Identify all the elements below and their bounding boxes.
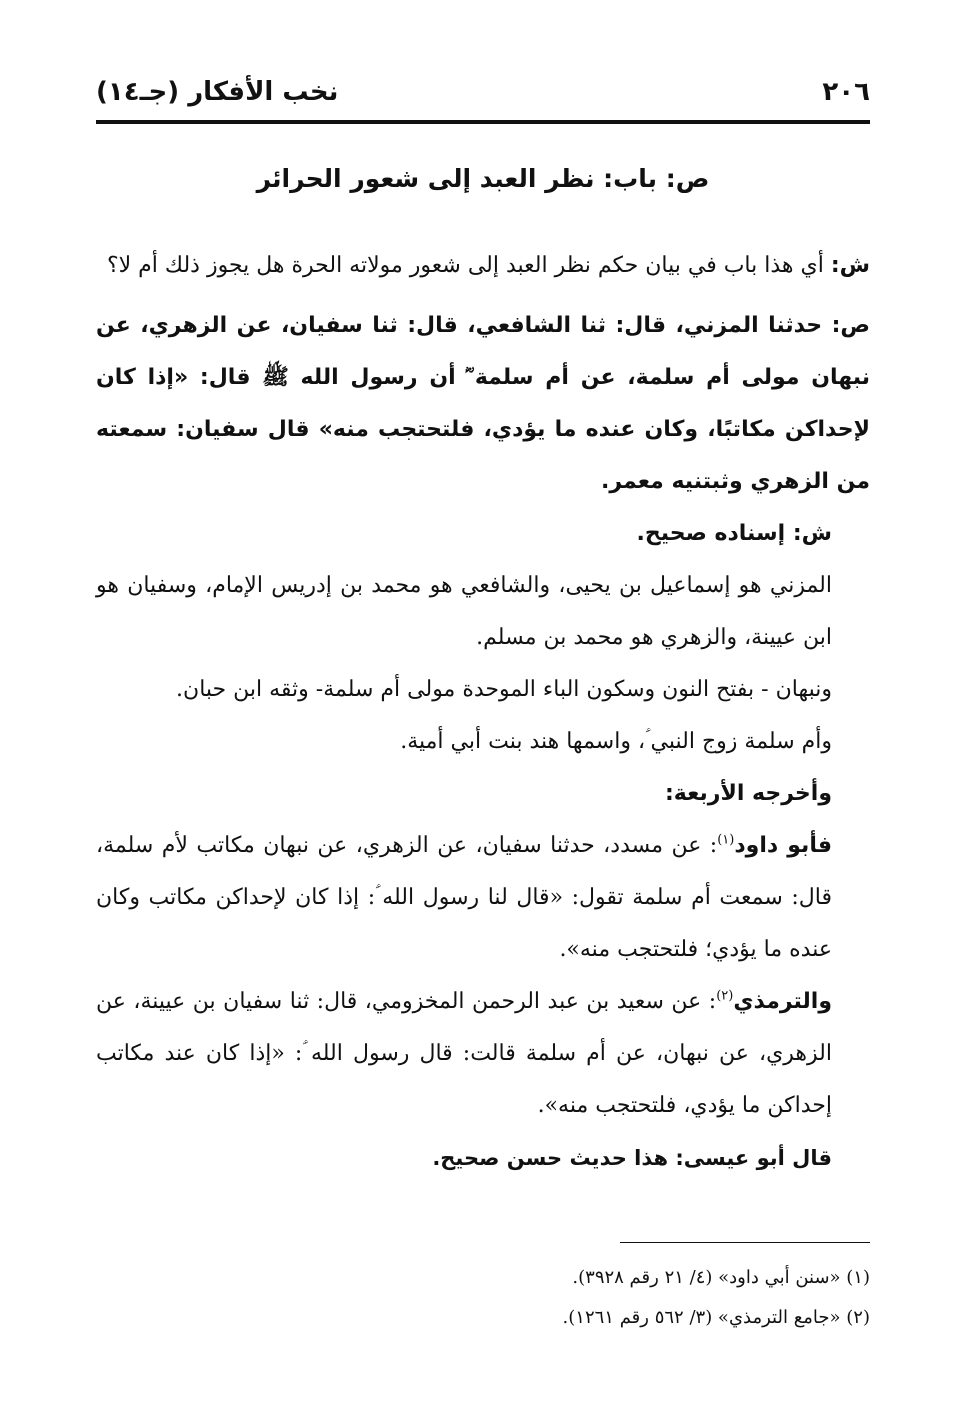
- footnote-ref: (٢): [716, 988, 734, 1004]
- commentary-marker: ش:: [830, 253, 870, 278]
- footnotes: [96, 1258, 870, 1338]
- paragraph-nabhan: ونبهان - بفتح النون وسكون الباء الموحدة مولى أم سلمة- وثقه ابن حبان.: [176, 677, 832, 702]
- paragraph-commentary-intro: [96, 240, 870, 292]
- paragraph-text: إسناده صحيح.: [636, 521, 793, 546]
- paragraph-tirmidhi: [96, 976, 870, 1132]
- paragraph-isnad: [96, 508, 870, 560]
- paragraph-text: حدثنا المزني، قال: ثنا الشافعي، قال: ثنا سفيان، عن الزهري، عن نبهان مولى أم سلمة، عن أم سلمة ؓ أن رسول الله ﷺ قال: «إذا كان لإحداكن مكاتبًا، وكان عنده ما يؤدي، فلتحتجب منه» قال سفيان: سمعته من الزهري وثبتنيه معمر.: [96, 313, 870, 494]
- header-rule: [96, 120, 870, 124]
- paragraph-narrators: المزني هو إسماعيل بن يحيى، والشافعي هو محمد بن إدريس الإمام، وسفيان هو ابن عيينة، والزهري هو محمد بن مسلم.: [96, 573, 832, 650]
- paragraph-text: : عن سعيد بن عبد الرحمن المخزومي، قال: ثنا سفيان بن عيينة، عن الزهري، عن نبهان، عن أم سلمة قالت: قال رسول الله ؑ: «إذا كان عند مكاتب إحداكن ما يؤدي، فلتحتجب منه».: [96, 989, 832, 1118]
- footnote-ref: (١): [717, 832, 735, 848]
- running-header: [96, 66, 870, 118]
- paragraph-abu-dawud: [96, 820, 870, 976]
- commentary-marker: ش:: [792, 521, 832, 546]
- paragraph-text: : عن مسدد، حدثنا سفيان، عن الزهري، عن نبهان مكاتب لأم سلمة، قال: سمعت أم سلمة تقول: «قال لنا رسول الله ؑ: إذا كان لإحداكن مكاتب وكان عنده ما يؤدي؛ فلتحتجب منه».: [96, 833, 832, 962]
- paragraph-takhrij-heading: وأخرجه الأربعة:: [664, 781, 832, 806]
- source-name: فأبو داود: [734, 833, 832, 858]
- source-name: والترمذي: [733, 989, 832, 1014]
- paragraph-hadith-text: [96, 300, 870, 508]
- footnote-2: (٢) «جامع الترمذي» (٣/ ٥٦٢ رقم ١٢٦١).: [562, 1307, 870, 1328]
- footnote-1: (١) «سنن أبي داود» (٤/ ٢١ رقم ٣٩٢٨).: [572, 1267, 870, 1288]
- text-marker: ص:: [831, 313, 870, 338]
- book-title: نخب الأفكار (جـ١٤): [96, 77, 339, 107]
- paragraph-abu-isa: قال أبو عيسى: هذا حديث حسن صحيح.: [432, 1146, 832, 1170]
- page-number: ٢٠٦: [822, 77, 870, 107]
- paragraph-umm-salama: وأم سلمة زوج النبي ؑ، واسمها هند بنت أبي أمية.: [400, 729, 832, 754]
- page-body: [96, 240, 870, 1184]
- paragraph-text: أي هذا باب في بيان حكم نظر العبد إلى شعور مولاته الحرة هل يجوز ذلك أم لا؟: [106, 253, 831, 278]
- section-title: ص: باب: نظر العبد إلى شعور الحرائر: [256, 164, 710, 193]
- footnote-rule: [620, 1242, 870, 1243]
